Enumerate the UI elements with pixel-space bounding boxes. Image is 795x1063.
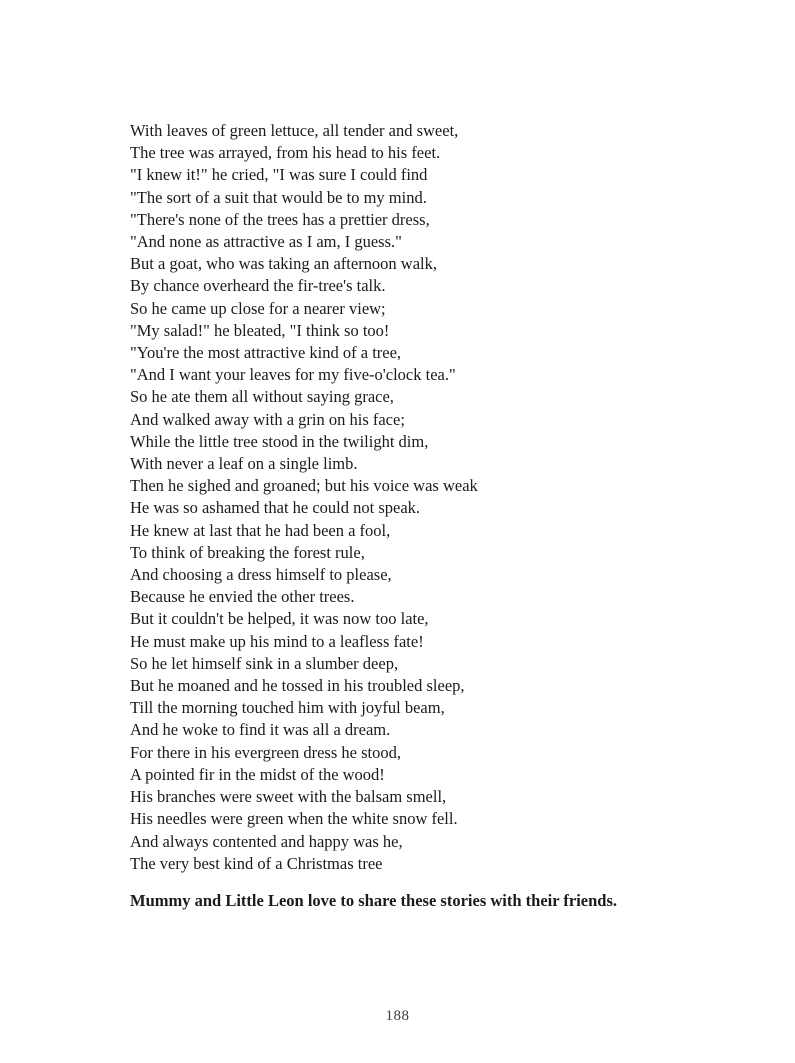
poem-line: "My salad!" he bleated, "I think so too! bbox=[130, 320, 390, 340]
poem-line: The very best kind of a Christmas tree bbox=[130, 853, 383, 873]
poem-line: So he ate them all without saying grace, bbox=[130, 387, 394, 407]
poem-text bbox=[130, 120, 690, 875]
poem-line: And always contented and happy was he, bbox=[130, 831, 403, 851]
poem-line: But he moaned and he tossed in his troubled sleep, bbox=[130, 676, 465, 696]
poem-line: Because he envied the other trees. bbox=[130, 587, 355, 607]
poem-line: "And none as attractive as I am, I guess." bbox=[130, 232, 402, 252]
poem-line: With leaves of green lettuce, all tender and sweet, bbox=[130, 121, 459, 140]
poem-line: And walked away with a grin on his face; bbox=[130, 409, 405, 429]
poem-line: So he let himself sink in a slumber deep, bbox=[130, 653, 399, 673]
text-block bbox=[130, 120, 690, 912]
poem-line: "There's none of the trees has a prettier dress, bbox=[130, 209, 430, 229]
poem-line: But it couldn't be helped, it was now too late, bbox=[130, 609, 429, 629]
poem-line: The tree was arrayed, from his head to his feet. bbox=[130, 143, 441, 163]
poem-line: "The sort of a suit that would be to my mind. bbox=[130, 187, 427, 207]
poem-line: He must make up his mind to a leafless fate! bbox=[130, 631, 424, 651]
page-number: 188 bbox=[385, 1008, 410, 1024]
poem-line: So he came up close for a nearer view; bbox=[130, 298, 386, 318]
poem-line: But a goat, who was taking an afternoon walk, bbox=[130, 254, 438, 274]
poem-line: "I knew it!" he cried, "I was sure I could find bbox=[130, 165, 428, 185]
poem-line: And he woke to find it was all a dream. bbox=[130, 720, 391, 740]
poem-line: His needles were green when the white snow fell. bbox=[130, 809, 458, 829]
poem-line: And choosing a dress himself to please, bbox=[130, 565, 392, 585]
poem-line: He knew at last that he had been a fool, bbox=[130, 520, 391, 540]
poem-line: A pointed fir in the midst of the wood! bbox=[130, 764, 385, 784]
poem-line: He was so ashamed that he could not speak. bbox=[130, 498, 421, 518]
footer-note: Mummy and Little Leon love to share these stories with their friends. bbox=[130, 890, 618, 910]
poem-line: Then he sighed and groaned; but his voice was weak bbox=[130, 476, 478, 496]
poem-line: By chance overheard the fir-tree's talk. bbox=[130, 276, 386, 296]
poem-line: His branches were sweet with the balsam smell, bbox=[130, 787, 447, 807]
poem-line: With never a leaf on a single limb. bbox=[130, 454, 358, 474]
poem-line: "And I want your leaves for my five-o'clock tea." bbox=[130, 365, 456, 385]
poem-line: Till the morning touched him with joyful beam, bbox=[130, 698, 445, 718]
poem-line: "You're the most attractive kind of a tree, bbox=[130, 343, 402, 363]
poem-line: While the little tree stood in the twilight dim, bbox=[130, 431, 429, 451]
poem-line: To think of breaking the forest rule, bbox=[130, 542, 365, 562]
poem-line: For there in his evergreen dress he stood, bbox=[130, 742, 401, 762]
